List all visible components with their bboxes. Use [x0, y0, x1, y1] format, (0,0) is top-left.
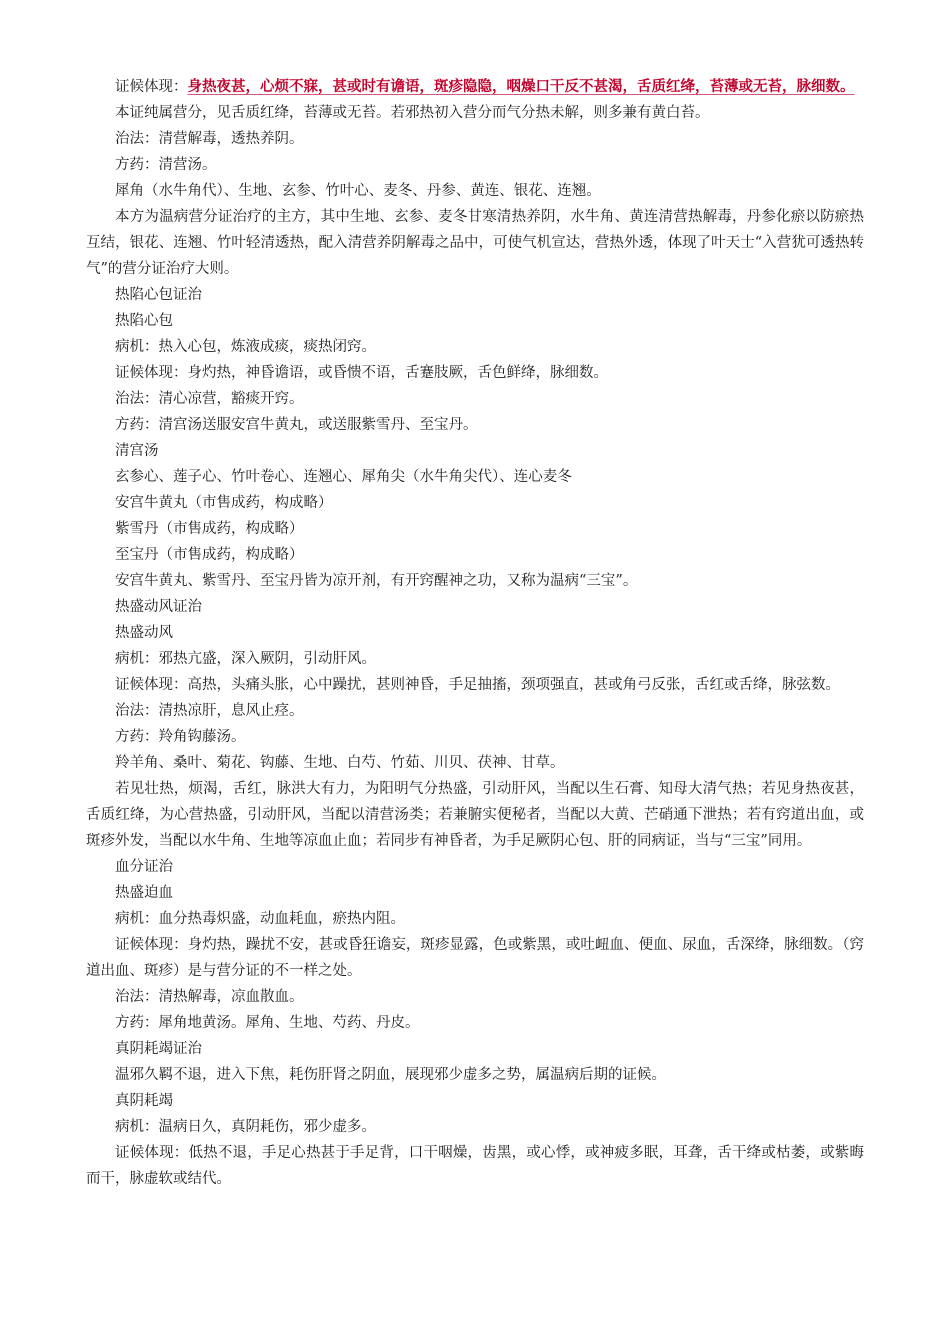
subsection-heading: 热盛迫血 [115, 885, 173, 901]
paragraph: 治法：清营解毒，透热养阴。 [115, 131, 304, 147]
paragraph: 方药：清宫汤送服安宫牛黄丸，或送服紫雪丹、至宝丹。 [115, 417, 478, 433]
paragraph: 安宫牛黄丸（市售成药，构成略） [115, 495, 333, 511]
section-heading: 血分证治 [115, 859, 173, 875]
paragraph: 本方为温病营分证治疗的主方，其中生地、玄参、麦冬甘寒清热养阴，水牛角、黄连清营热解毒，丹参化瘀以防瘀热互结，银花、连翘、竹叶轻清透热，配入清营养阴解毒之品中，可使气机宣达，营热外透，体现了叶天士“入营犹可透热转气”的营分证治疗大则。 [86, 209, 864, 277]
paragraph: 紫雪丹（市售成药，构成略） [115, 521, 304, 537]
paragraph: 本证纯属营分，见舌质红绛，苔薄或无苔。若邪热初入营分而气分热未解，则多兼有黄白苔。 [115, 105, 710, 121]
formula-name: 清宫汤 [115, 443, 159, 459]
paragraph: 证候体现：低热不退，手足心热甚于手足背，口干咽燥，齿黑，或心悸，或神疲多眠，耳聋，舌干绛或枯萎，或紫晦而干，脉虚软或结代。 [86, 1145, 864, 1187]
document-page [86, 74, 864, 1192]
highlighted-text: 身热夜甚，心烦不寐，甚或时有谵语，斑疹隐隐，咽燥口干反不甚渴，舌质红绛，苔薄或无苔，脉细数。 [187, 78, 855, 95]
section-heading: 热盛动风证治 [115, 599, 202, 615]
subsection-heading: 热盛动风 [115, 625, 173, 641]
paragraph: 病机：血分热毒炽盛，动血耗血，瘀热内阻。 [115, 911, 405, 927]
subsection-heading: 热陷心包 [115, 313, 173, 329]
paragraph: 方药：清营汤。 [115, 157, 217, 173]
paragraph-prefix: 证候体现： [115, 79, 188, 95]
paragraph: 治法：清心凉营，豁痰开窍。 [115, 391, 304, 407]
paragraph: 温邪久羁不退，进入下焦，耗伤肝肾之阴血，展现邪少虚多之势，属温病后期的证候。 [115, 1067, 666, 1083]
section-heading: 热陷心包证治 [115, 287, 202, 303]
paragraph: 治法：清热解毒，凉血散血。 [115, 989, 304, 1005]
paragraph: 证候体现：身灼热，神昏谵语，或昏愦不语，舌蹇肢厥，舌色鲜绛，脉细数。 [115, 365, 608, 381]
paragraph: 方药：羚角钩藤汤。 [115, 729, 246, 745]
paragraph: 方药：犀角地黄汤。犀角、生地、芍药、丹皮。 [115, 1015, 420, 1031]
paragraph: 若见壮热，烦渴，舌红，脉洪大有力，为阳明气分热盛，引动肝风，当配以生石膏、知母大清气热；若见身热夜甚，舌质红绛，为心营热盛，引动肝风，当配以清营汤类；若兼腑实便秘者，当配以大黄、芒硝通下泄热；若有窍道出血，或斑疹外发，当配以水牛角、生地等凉血止血；若同步有神昏者，为手足厥阴心包、肝的同病证，当与“三宝”同用。 [86, 781, 864, 849]
paragraph: 羚羊角、桑叶、菊花、钩藤、生地、白芍、竹茹、川贝、茯神、甘草。 [115, 755, 565, 771]
paragraph: 犀角（水牛角代）、生地、玄参、竹叶心、麦冬、丹参、黄连、银花、连翘。 [115, 183, 601, 199]
paragraph: 治法：清热凉肝，息风止痉。 [115, 703, 304, 719]
subsection-heading: 真阴耗竭 [115, 1093, 173, 1109]
paragraph: 证候体现：身灼热，躁扰不安，甚或昏狂谵妄，斑疹显露，色或紫黑，或吐衄血、便血、尿血，舌深绛，脉细数。（窍道出血、斑疹）是与营分证的不一样之处。 [86, 937, 864, 979]
paragraph: 病机：邪热亢盛，深入厥阴，引动肝风。 [115, 651, 376, 667]
paragraph: 病机：热入心包，炼液成痰，痰热闭窍。 [115, 339, 376, 355]
paragraph: 玄参心、莲子心、竹叶卷心、连翘心、犀角尖（水牛角尖代）、连心麦冬 [115, 469, 572, 485]
paragraph: 证候体现：高热，头痛头胀，心中躁扰，甚则神昏，手足抽搐，颈项强直，甚或角弓反张，舌红或舌绛，脉弦数。 [115, 677, 840, 693]
paragraph: 病机：温病日久，真阴耗伤，邪少虚多。 [115, 1119, 376, 1135]
paragraph: 至宝丹（市售成药，构成略） [115, 547, 304, 563]
section-heading: 真阴耗竭证治 [115, 1041, 202, 1057]
paragraph: 安宫牛黄丸、紫雪丹、至宝丹皆为凉开剂，有开窍醒神之功，又称为温病“三宝”。 [115, 573, 638, 589]
paragraph [86, 74, 864, 100]
